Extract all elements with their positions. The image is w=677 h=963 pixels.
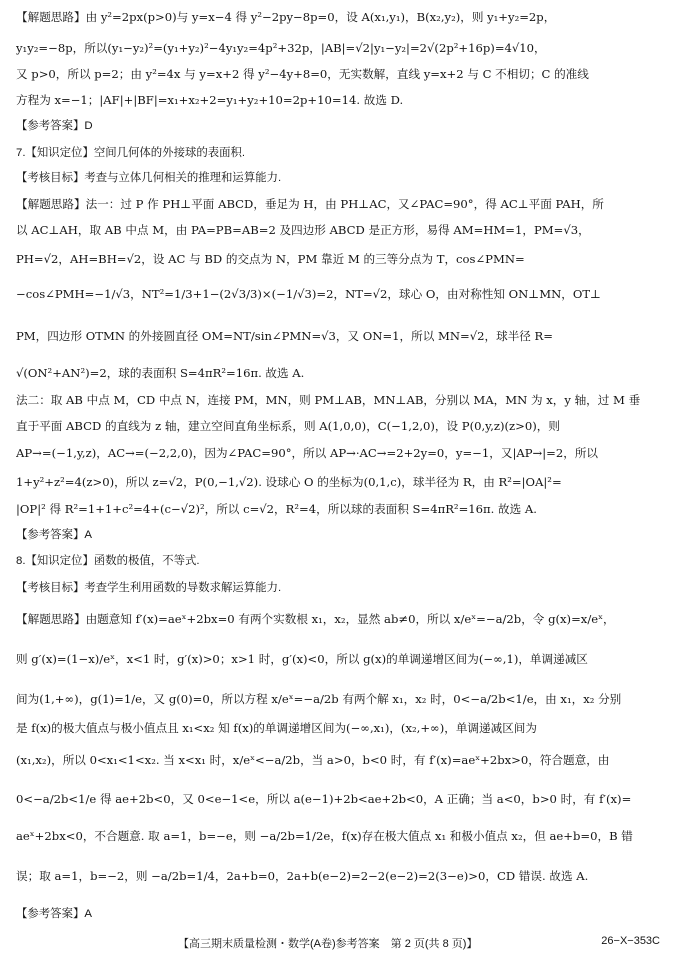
text-line: PM，四边形 OTMN 的外接圆直径 OM=NT/sin∠PMN=√3，又 ON=1，所以 MN=√2，球半径 R=: [16, 329, 554, 343]
text-line: 【解题思路】法一：过 P 作 PH⊥平面 ABCD，垂足为 H，由 PH⊥AC，又∠PAC=90°，得 AC⊥平面 PAH，所: [16, 197, 604, 211]
text-line: PH=√2，AH=BH=√2，设 AC 与 BD 的交点为 N，PM 靠近 M 的三等分点为 T，cos∠PMN=: [16, 252, 525, 266]
text-line: √(ON²+AN²)=2，球的表面积 S=4πR²=16π. 故选 A.: [16, 366, 305, 380]
text-line: 则 g′(x)=(1−x)/eˣ，x<1 时，g′(x)>0；x>1 时，g′(x)<0，所以 g(x)的单调递增区间为(−∞,1)，单调递减区: [16, 652, 588, 666]
text-line: (x₁,x₂)，所以 0<x₁<1<x₂. 当 x<x₁ 时，x/eˣ<−a/2b，当 a>0，b<0 时，有 f′(x)=aeˣ+2bx>0，符合题意，由: [16, 753, 610, 767]
objective-heading: 【考核目标】考查学生利用函数的导数求解运算能力.: [16, 582, 282, 594]
answer-label: 【参考答案】D: [16, 120, 93, 132]
knowledge-heading: 8.【知识定位】函数的极值，不等式.: [16, 555, 200, 567]
footer-code: 26−X−353C: [601, 935, 660, 947]
text-line: 方程为 x=−1；|AF|+|BF|=x₁+x₂+2=y₁+y₂+10=2p+10=14. 故选 D.: [16, 93, 404, 107]
text-line: 误；取 a=1，b=−2，则 −a/2b=1/4，2a+b=0，2a+b(e−2)=2−2(e−2)=2(3−e)>0，CD 错误. 故选 A.: [16, 869, 589, 883]
answer-label: 【参考答案】A: [16, 529, 92, 541]
text-line: aeˣ+2bx<0，不合题意. 取 a=1，b=−e，则 −a/2b=1/2e，f(x)存在极大值点 x₁ 和极小值点 x₂，但 ae+b=0，B 错: [16, 829, 633, 843]
text-line: 又 p>0，所以 p=2；由 y²=4x 与 y=x+2 得 y²−4y+8=0，无实数解，直线 y=x+2 与 C 不相切；C 的准线: [16, 67, 589, 81]
text-line: 法二：取 AB 中点 M，CD 中点 N，连接 PM，MN，则 PM⊥AB，MN⊥AB，分别以 MA，MN 为 x，y 轴，过 M 垂: [16, 393, 641, 407]
footer-title: 【高三期末质量检测・数学(A卷)参考答案 第 2 页(共 8 页)】: [178, 938, 478, 950]
text-line: |OP|² 得 R²=1+1+c²=4+(c−√2)²，所以 c=√2，R²=4，所以球的表面积 S=4πR²=16π. 故选 A.: [16, 502, 537, 516]
text-line: y₁y₂=−8p，所以(y₁−y₂)²=(y₁+y₂)²−4y₁y₂=4p²+32p，|AB|=√2|y₁−y₂|=2√(2p²+16p)=4√10，: [16, 41, 546, 55]
answer-label: 【参考答案】A: [16, 908, 92, 920]
page-footer: [0, 933, 677, 953]
text-line: AP→=(−1,y,z)，AC→=(−2,2,0)，因为∠PAC=90°，所以 AP→·AC→=2+2y=0，y=−1，又|AP→|=2，所以: [16, 446, 599, 460]
text-line: 【解题思路】由 y²=2px(p>0)与 y=x−4 得 y²−2py−8p=0，设 A(x₁,y₁)，B(x₂,y₂)，则 y₁+y₂=2p，: [16, 10, 556, 24]
objective-heading: 【考核目标】考查与立体几何相关的推理和运算能力.: [16, 172, 282, 184]
text-line: 直于平面 ABCD 的直线为 z 轴，建立空间直角坐标系，则 A(1,0,0)，C(−1,2,0)，设 P(0,y,z)(z>0)，则: [16, 419, 560, 433]
knowledge-heading: 7.【知识定位】空间几何体的外接球的表面积.: [16, 147, 246, 159]
text-line: 以 AC⊥AH，取 AB 中点 M，由 PA=PB=AB=2 及四边形 ABCD 是正方形，易得 AM=HM=1，PM=√3，: [16, 223, 590, 237]
text-line: 0<−a/2b<1/e 得 ae+2b<0，又 0<e−1<e，所以 a(e−1)+2b<ae+2b<0，A 正确；当 a<0，b>0 时，有 f′(x)=: [16, 792, 632, 806]
text-line: 1+y²+z²=4(z>0)，所以 z=√2，P(0,−1,√2). 设球心 O 的坐标为(0,1,c)，球半径为 R，由 R²=|OA|²=: [16, 475, 562, 489]
text-line: 间为(1,+∞)，g(1)=1/e，又 g(0)=0，所以方程 x/eˣ=−a/2b 有两个解 x₁，x₂ 时，0<−a/2b<1/e，由 x₁，x₂ 分别: [16, 692, 622, 706]
text-line: 【解题思路】由题意知 f′(x)=aeˣ+2bx=0 有两个实数根 x₁，x₂，显然 ab≠0，所以 x/eˣ=−a/2b，令 g(x)=x/eˣ，: [16, 612, 615, 626]
text-line: −cos∠PMH=−1/√3，NT²=1/3+1−(2√3/3)×(−1/√3)=2，NT=√2，球心 O，由对称性知 ON⊥MN，OT⊥: [16, 287, 601, 301]
text-line: 是 f(x)的极大值点与极小值点且 x₁<x₂ 知 f(x)的单调递增区间为(−∞,x₁)，(x₂,+∞)，单调递减区间为: [16, 721, 537, 735]
